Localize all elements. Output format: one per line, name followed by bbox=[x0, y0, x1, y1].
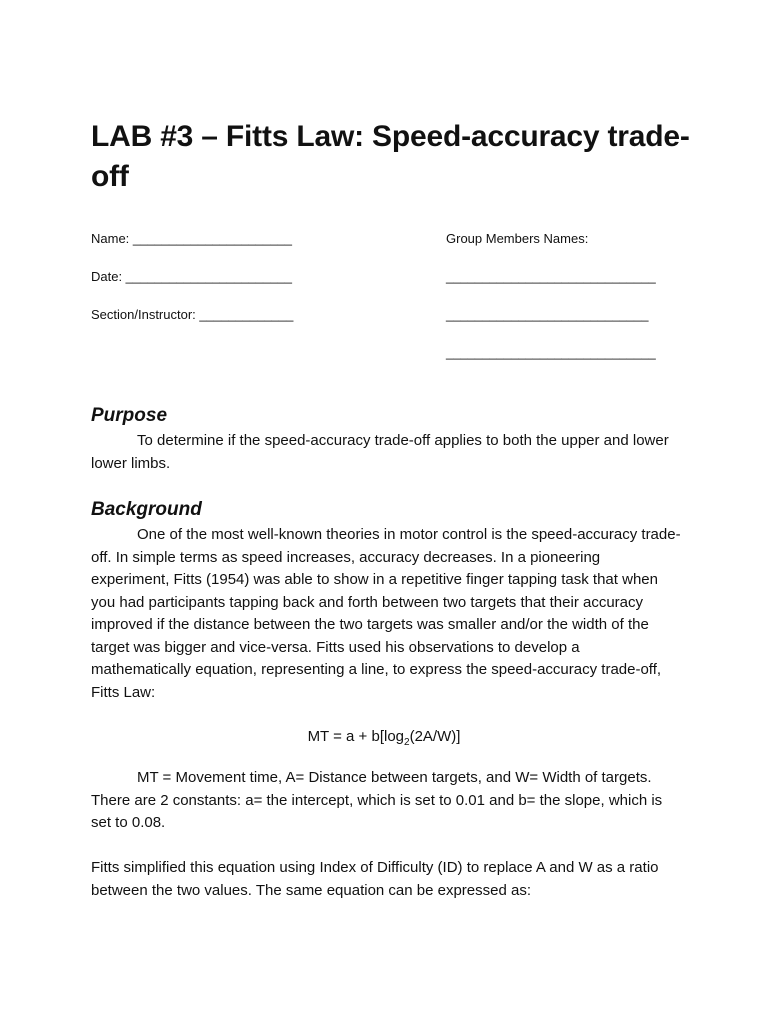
background-paragraph-2: MT = Movement time, A= Distance between targets, and W= Width of targets. There are 2 constants: a= the intercept, which is set to 0.01 and b= the slope, which is set to 0.08. bbox=[91, 769, 663, 831]
date-field: Date: _______________________ bbox=[91, 269, 292, 284]
background-paragraph-1: One of the most well-known theories in motor control is the speed-accuracy trade-off. In simple terms as speed increases, accuracy decreases. In a pioneering experiment, Fitts (1954) was able to show in a repetitive finger tapping task that when you had participants tapping back and forth between two targets that their accuracy improved if the distance between the two targets was smaller and/or the width of the target was bigger and vice-versa. Fitts used his observations to develop a mathematically equation, representing a line, to express the speed-accuracy trade-off, Fitts Law: bbox=[91, 526, 681, 701]
background-paragraph-3: Fitts simplified this equation using Index of Difficulty (ID) to replace A and W as a ratio between the two values. The same equation can be expressed as: bbox=[91, 859, 659, 899]
equation-suffix: (2A/W)] bbox=[409, 728, 461, 745]
group-member-line-2: ____________________________ bbox=[446, 307, 649, 322]
section-instructor-field: Section/Instructor: _____________ bbox=[91, 307, 294, 322]
purpose-text: To determine if the speed-accuracy trade-off applies to both the upper and lower lower limbs. bbox=[91, 432, 669, 472]
equation-subscript: 2 bbox=[404, 737, 410, 748]
group-member-line-1: _____________________________ bbox=[446, 269, 656, 284]
page-title: LAB #3 – Fitts Law: Speed-accuracy trade-off bbox=[91, 120, 690, 193]
fitts-law-equation bbox=[0, 726, 768, 754]
background-heading: Background bbox=[91, 499, 202, 520]
name-field: Name: ______________________ bbox=[91, 231, 292, 246]
equation-prefix: MT = a + b[log bbox=[307, 728, 405, 745]
purpose-heading: Purpose bbox=[91, 405, 168, 426]
group-members-label: Group Members Names: bbox=[446, 231, 589, 246]
group-member-line-3: _____________________________ bbox=[446, 345, 656, 360]
